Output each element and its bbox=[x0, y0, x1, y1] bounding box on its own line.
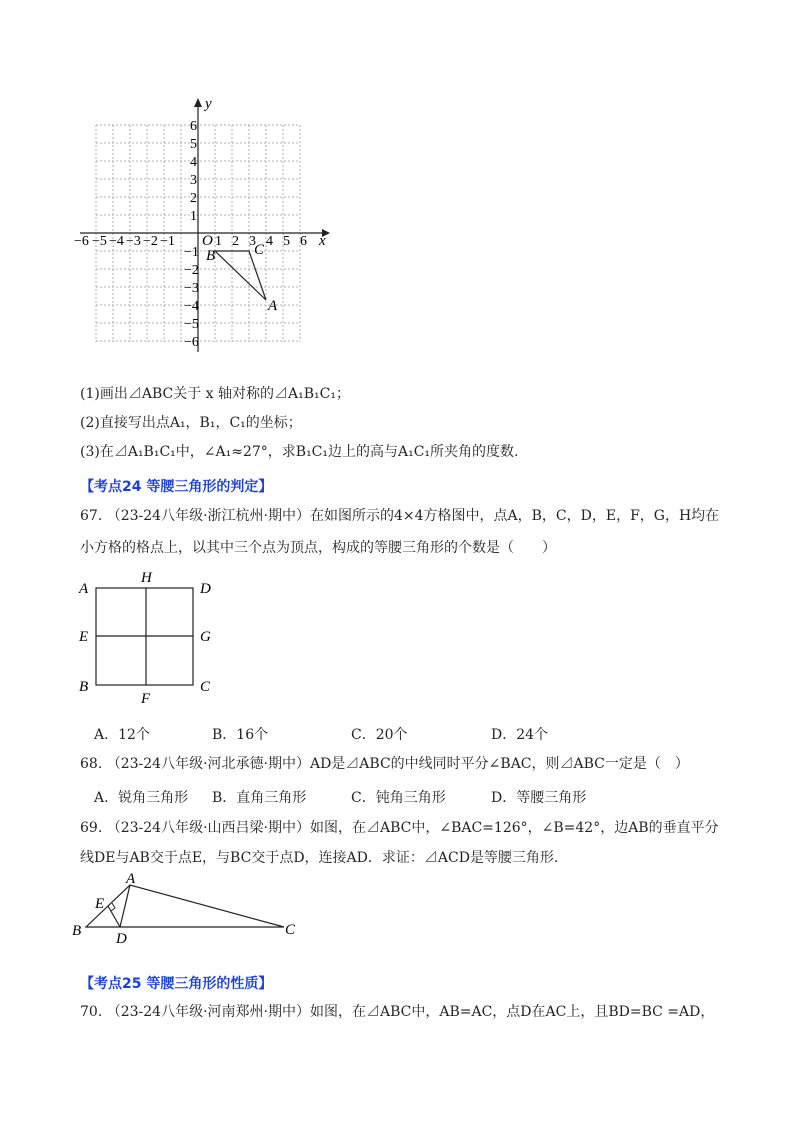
q68-option-b[interactable]: B．直角三角形 bbox=[212, 790, 307, 806]
svg-text:−2: −2 bbox=[143, 234, 158, 249]
svg-text:−2: −2 bbox=[184, 263, 199, 278]
coordinate-grid-figure bbox=[60, 90, 350, 360]
q70-stem-line-1: 70. （23-24八年级·河南郑州·期中）如图，在⊿ABC中，AB=AC，点D在AC上，且BD=BC =AD， bbox=[80, 1004, 715, 1020]
svg-text:−1: −1 bbox=[160, 234, 175, 249]
svg-text:−1: −1 bbox=[184, 245, 199, 260]
svg-text:−6: −6 bbox=[184, 335, 199, 350]
point-b-label: B bbox=[206, 248, 216, 264]
q68-option-d[interactable]: D．等腰三角形 bbox=[491, 790, 587, 806]
origin-label: O bbox=[202, 233, 213, 249]
q67-stem-line-2: 小方格的格点上，以其中三个点为顶点，构成的等腰三角形的个数是（ ） bbox=[80, 540, 556, 556]
square-grid-figure bbox=[70, 566, 230, 706]
triangle-figure bbox=[68, 872, 308, 947]
label-d: D bbox=[200, 581, 211, 597]
label-g: G bbox=[200, 629, 211, 645]
q68-option-a[interactable]: A．锐角三角形 bbox=[94, 790, 189, 806]
q69-stem-line-2: 线DE与AB交于点E，与BC交于点D，连接AD．求证：⊿ACD是等腰三角形. bbox=[80, 850, 559, 866]
label-c: C bbox=[285, 922, 296, 938]
q66-part-3: (3)在⊿A₁B₁C₁中，∠A₁≈27°，求B₁C₁边上的高与A₁C₁所夹角的度数. bbox=[80, 444, 519, 460]
label-d: D bbox=[116, 931, 127, 947]
svg-text:6: 6 bbox=[300, 234, 307, 249]
svg-text:−3: −3 bbox=[184, 281, 199, 296]
svg-text:1: 1 bbox=[190, 209, 197, 224]
y-axis-label: y bbox=[205, 96, 212, 112]
q67-stem-line-1: 67. （23-24八年级·浙江杭州·期中）在如图所示的4×4方格图中，点A，B，C，D，E，F，G，H均在 bbox=[80, 508, 720, 524]
svg-text:3: 3 bbox=[249, 234, 256, 249]
label-e: E bbox=[95, 896, 105, 912]
q69-stem-line-1: 69. （23-24八年级·山西吕梁·期中）如图，在⊿ABC中，∠BAC=126°，∠B=42°，边AB的垂直平分 bbox=[80, 820, 719, 836]
label-f: F bbox=[141, 691, 151, 706]
q67-option-c[interactable]: C．20个 bbox=[351, 727, 408, 743]
svg-text:5: 5 bbox=[283, 234, 290, 249]
q66-part-2: (2)直接写出点A₁，B₁，C₁的坐标； bbox=[80, 415, 302, 431]
label-a: A bbox=[79, 581, 89, 597]
q67-option-b[interactable]: B．16个 bbox=[212, 727, 269, 743]
point-c-label: C bbox=[254, 242, 265, 258]
section-heading-24: 【考点24 等腰三角形的判定】 bbox=[80, 479, 273, 495]
svg-text:−5: −5 bbox=[184, 317, 199, 332]
section-heading-25: 【考点25 等腰三角形的性质】 bbox=[80, 976, 273, 992]
svg-text:3: 3 bbox=[190, 173, 197, 188]
y-tick-labels bbox=[184, 119, 199, 350]
q67-option-d[interactable]: D．24个 bbox=[491, 727, 549, 743]
svg-text:−6: −6 bbox=[74, 234, 89, 249]
q66-part-1: (1)画出⊿ABC关于 x 轴对称的⊿A₁B₁C₁； bbox=[80, 386, 350, 402]
label-a: A bbox=[126, 872, 136, 887]
svg-text:6: 6 bbox=[190, 119, 197, 134]
svg-text:2: 2 bbox=[190, 191, 197, 206]
label-e: E bbox=[79, 629, 89, 645]
label-b: B bbox=[79, 679, 89, 695]
q68-option-c[interactable]: C．钝角三角形 bbox=[351, 790, 446, 806]
svg-text:−5: −5 bbox=[92, 234, 107, 249]
svg-text:−3: −3 bbox=[126, 234, 141, 249]
svg-text:5: 5 bbox=[190, 137, 197, 152]
triangle-abc bbox=[215, 251, 266, 300]
svg-text:4: 4 bbox=[266, 234, 273, 249]
svg-text:4: 4 bbox=[190, 155, 197, 170]
point-a-label: A bbox=[268, 298, 278, 314]
label-b: B bbox=[72, 923, 82, 939]
svg-text:1: 1 bbox=[215, 234, 222, 249]
y-axis-arrow-icon bbox=[194, 98, 202, 107]
label-h: H bbox=[141, 570, 152, 586]
svg-text:2: 2 bbox=[232, 234, 239, 249]
x-axis-label: x bbox=[319, 233, 326, 249]
svg-text:−4: −4 bbox=[109, 234, 124, 249]
svg-text:−4: −4 bbox=[184, 299, 199, 314]
q68-stem-line-1: 68. （23-24八年级·河北承德·期中）AD是⊿ABC的中线同时平分∠BAC，则⊿ABC一定是（ ） bbox=[80, 756, 689, 772]
q67-option-a[interactable]: A．12个 bbox=[94, 727, 150, 743]
label-c: C bbox=[200, 679, 211, 695]
